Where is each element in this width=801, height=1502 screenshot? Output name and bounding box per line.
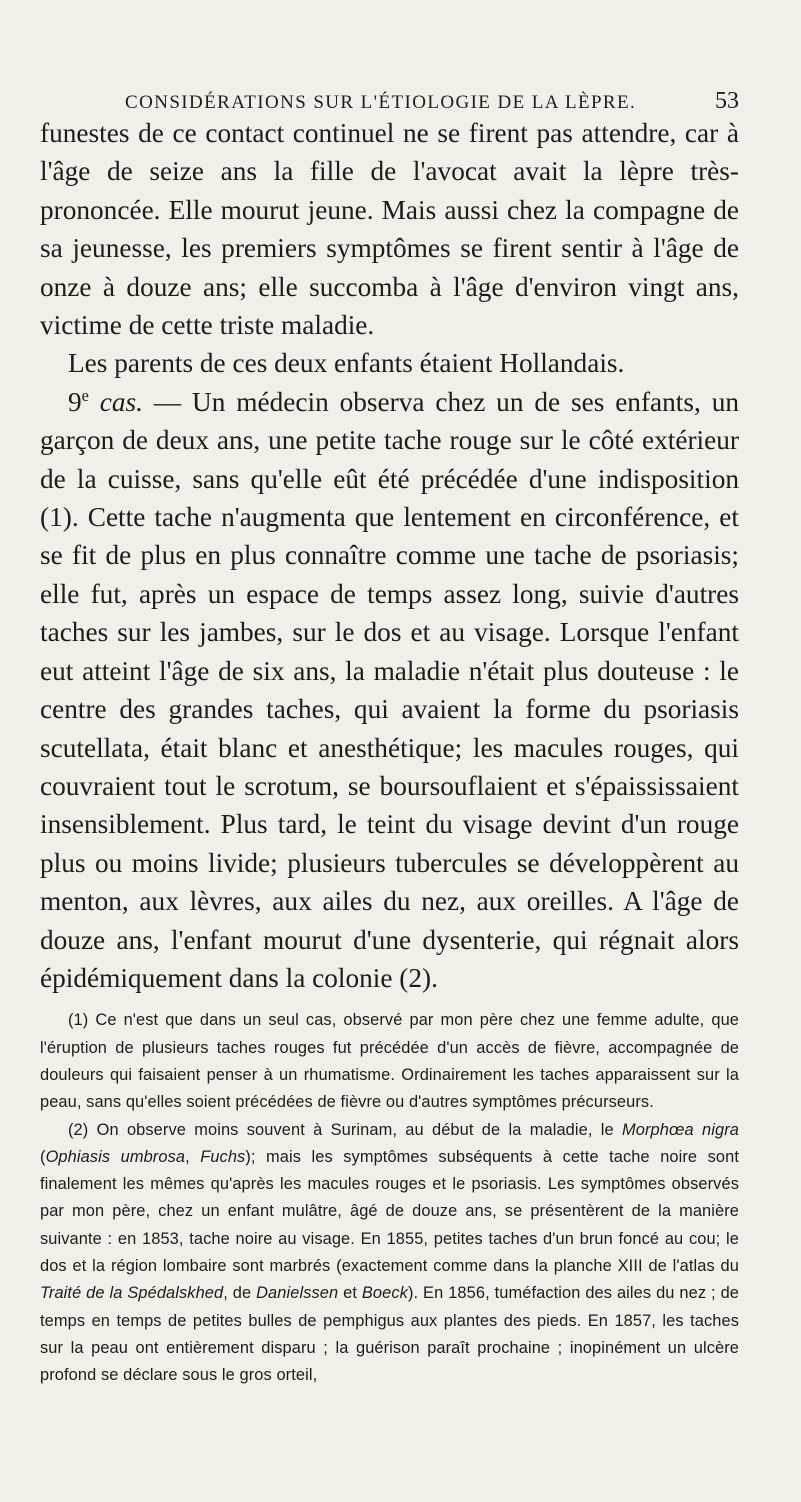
footnote-2-text: et bbox=[338, 1284, 362, 1303]
case-label: cas. bbox=[99, 386, 144, 417]
footnote-2-ophiasis: Ophiasis umbrosa bbox=[45, 1147, 186, 1166]
footnote-2-morphoea: Morphœa nigra bbox=[622, 1120, 739, 1139]
footnotes bbox=[40, 1007, 739, 1389]
footnote-1: (1) Ce n'est que dans un seul cas, observé par mon père chez une femme adulte, que l'éruption de plusieurs taches rouges fut précédée d'un accès de fièvre, accompagnée de douleurs qui faisaient penser à un rhumatisme. Ordinairement les taches apparaissent sur la peau, sans qu'elles soient précédées de fièvre ou d'autres symptômes précurseurs. bbox=[40, 1011, 739, 1112]
footnote-2-traite: Traité de la Spédalskhed bbox=[40, 1284, 224, 1303]
footnote-2 bbox=[40, 1117, 739, 1390]
footnote-2-text: , de bbox=[223, 1284, 257, 1303]
running-title: CONSIDÉRATIONS SUR L'ÉTIOLOGIE DE LA LÈPRE. bbox=[125, 92, 637, 113]
case-number: 9 bbox=[68, 386, 82, 417]
footnote-2-text: , bbox=[185, 1147, 201, 1166]
page-number: 53 bbox=[715, 88, 739, 114]
footnote-2-fuchs: Fuchs bbox=[200, 1147, 246, 1166]
case-text: — Un médecin observa chez un de ses enfants, un garçon de deux ans, une petite tache rouge sur le côté extérieur de la cuisse, sans qu'elle eût été précédée d'une indisposition (1). Cette tache n'augmenta que lentement en circonférence, et se fit de plus en plus connaître comme une tache de psoriasis; elle fut, après un espace de temps assez long, suivie d'autres taches sur les jambes, sur le dos et au visage. Lorsque l'enfant eut atteint l'âge de six ans, la maladie n'était plus douteuse : le centre des grandes taches, qui avaient la forme du psoriasis scutellata, était blanc et anesthétique; les macules rouges, qui couvraient tout le scrotum, se boursouflaient et s'épaississaient insensiblement. Plus tard, le teint du visage devint d'un rouge plus ou moins livide; plusieurs tubercules se développèrent au menton, aux lèvres, aux ailes du nez, aux oreilles. A l'âge de douze ans, l'enfant mourut d'une dysenterie, qui régnait alors épidémiquement dans la colonie (2). bbox=[40, 386, 739, 993]
paragraph-case-9 bbox=[40, 383, 739, 998]
case-number-suffix: e bbox=[81, 385, 89, 405]
footnote-2-text: ). En 1856, tuméfaction des ailes du nez ; de temps en temps de petites bulles de pemphigus aux plantes des pieds. En 1857, les taches sur la peau ont entièrement disparu ; la guérison paraît prochaine ; inopinément un ulcère profond se déclare sous le gros orteil, bbox=[40, 1284, 739, 1385]
footnote-2-danielssen: Danielssen bbox=[256, 1284, 339, 1303]
paragraph-parents: Les parents de ces deux enfants étaient Hollandais. bbox=[68, 348, 625, 379]
running-head bbox=[40, 64, 739, 114]
body-text bbox=[40, 114, 739, 997]
footnote-2-boeck: Boeck bbox=[361, 1284, 408, 1303]
paragraph-continuation: funestes de ce contact continuel ne se firent pas attendre, car à l'âge de seize ans la fille de l'avocat avait la lèpre très-prononcée. Elle mourut jeune. Mais aussi chez la compagne de sa jeunesse, les premiers symptômes se firent sentir à l'âge de onze à douze ans; elle succomba à l'âge d'environ vingt ans, victime de cette triste maladie. bbox=[40, 118, 739, 341]
book-page bbox=[0, 64, 801, 1502]
footnote-2-text: ( bbox=[40, 1147, 46, 1166]
footnote-2-text: (2) On observe moins souvent à Surinam, au début de la maladie, le bbox=[68, 1120, 623, 1139]
footnote-2-text: ); mais les symptômes subséquents à cette tache noire sont finalement les mêmes qu'après les macules rouges et le psoriasis. Les symptômes observés par mon père, chez un enfant mulâtre, âgé de douze ans, se présentèrent de la manière suivante : en 1853, tache noire au visage. En 1855, petites taches d'un brun foncé au cou; le dos et la région lombaire sont marbrés (exactement comme dans la planche XIII de l'atlas du bbox=[40, 1147, 739, 1276]
